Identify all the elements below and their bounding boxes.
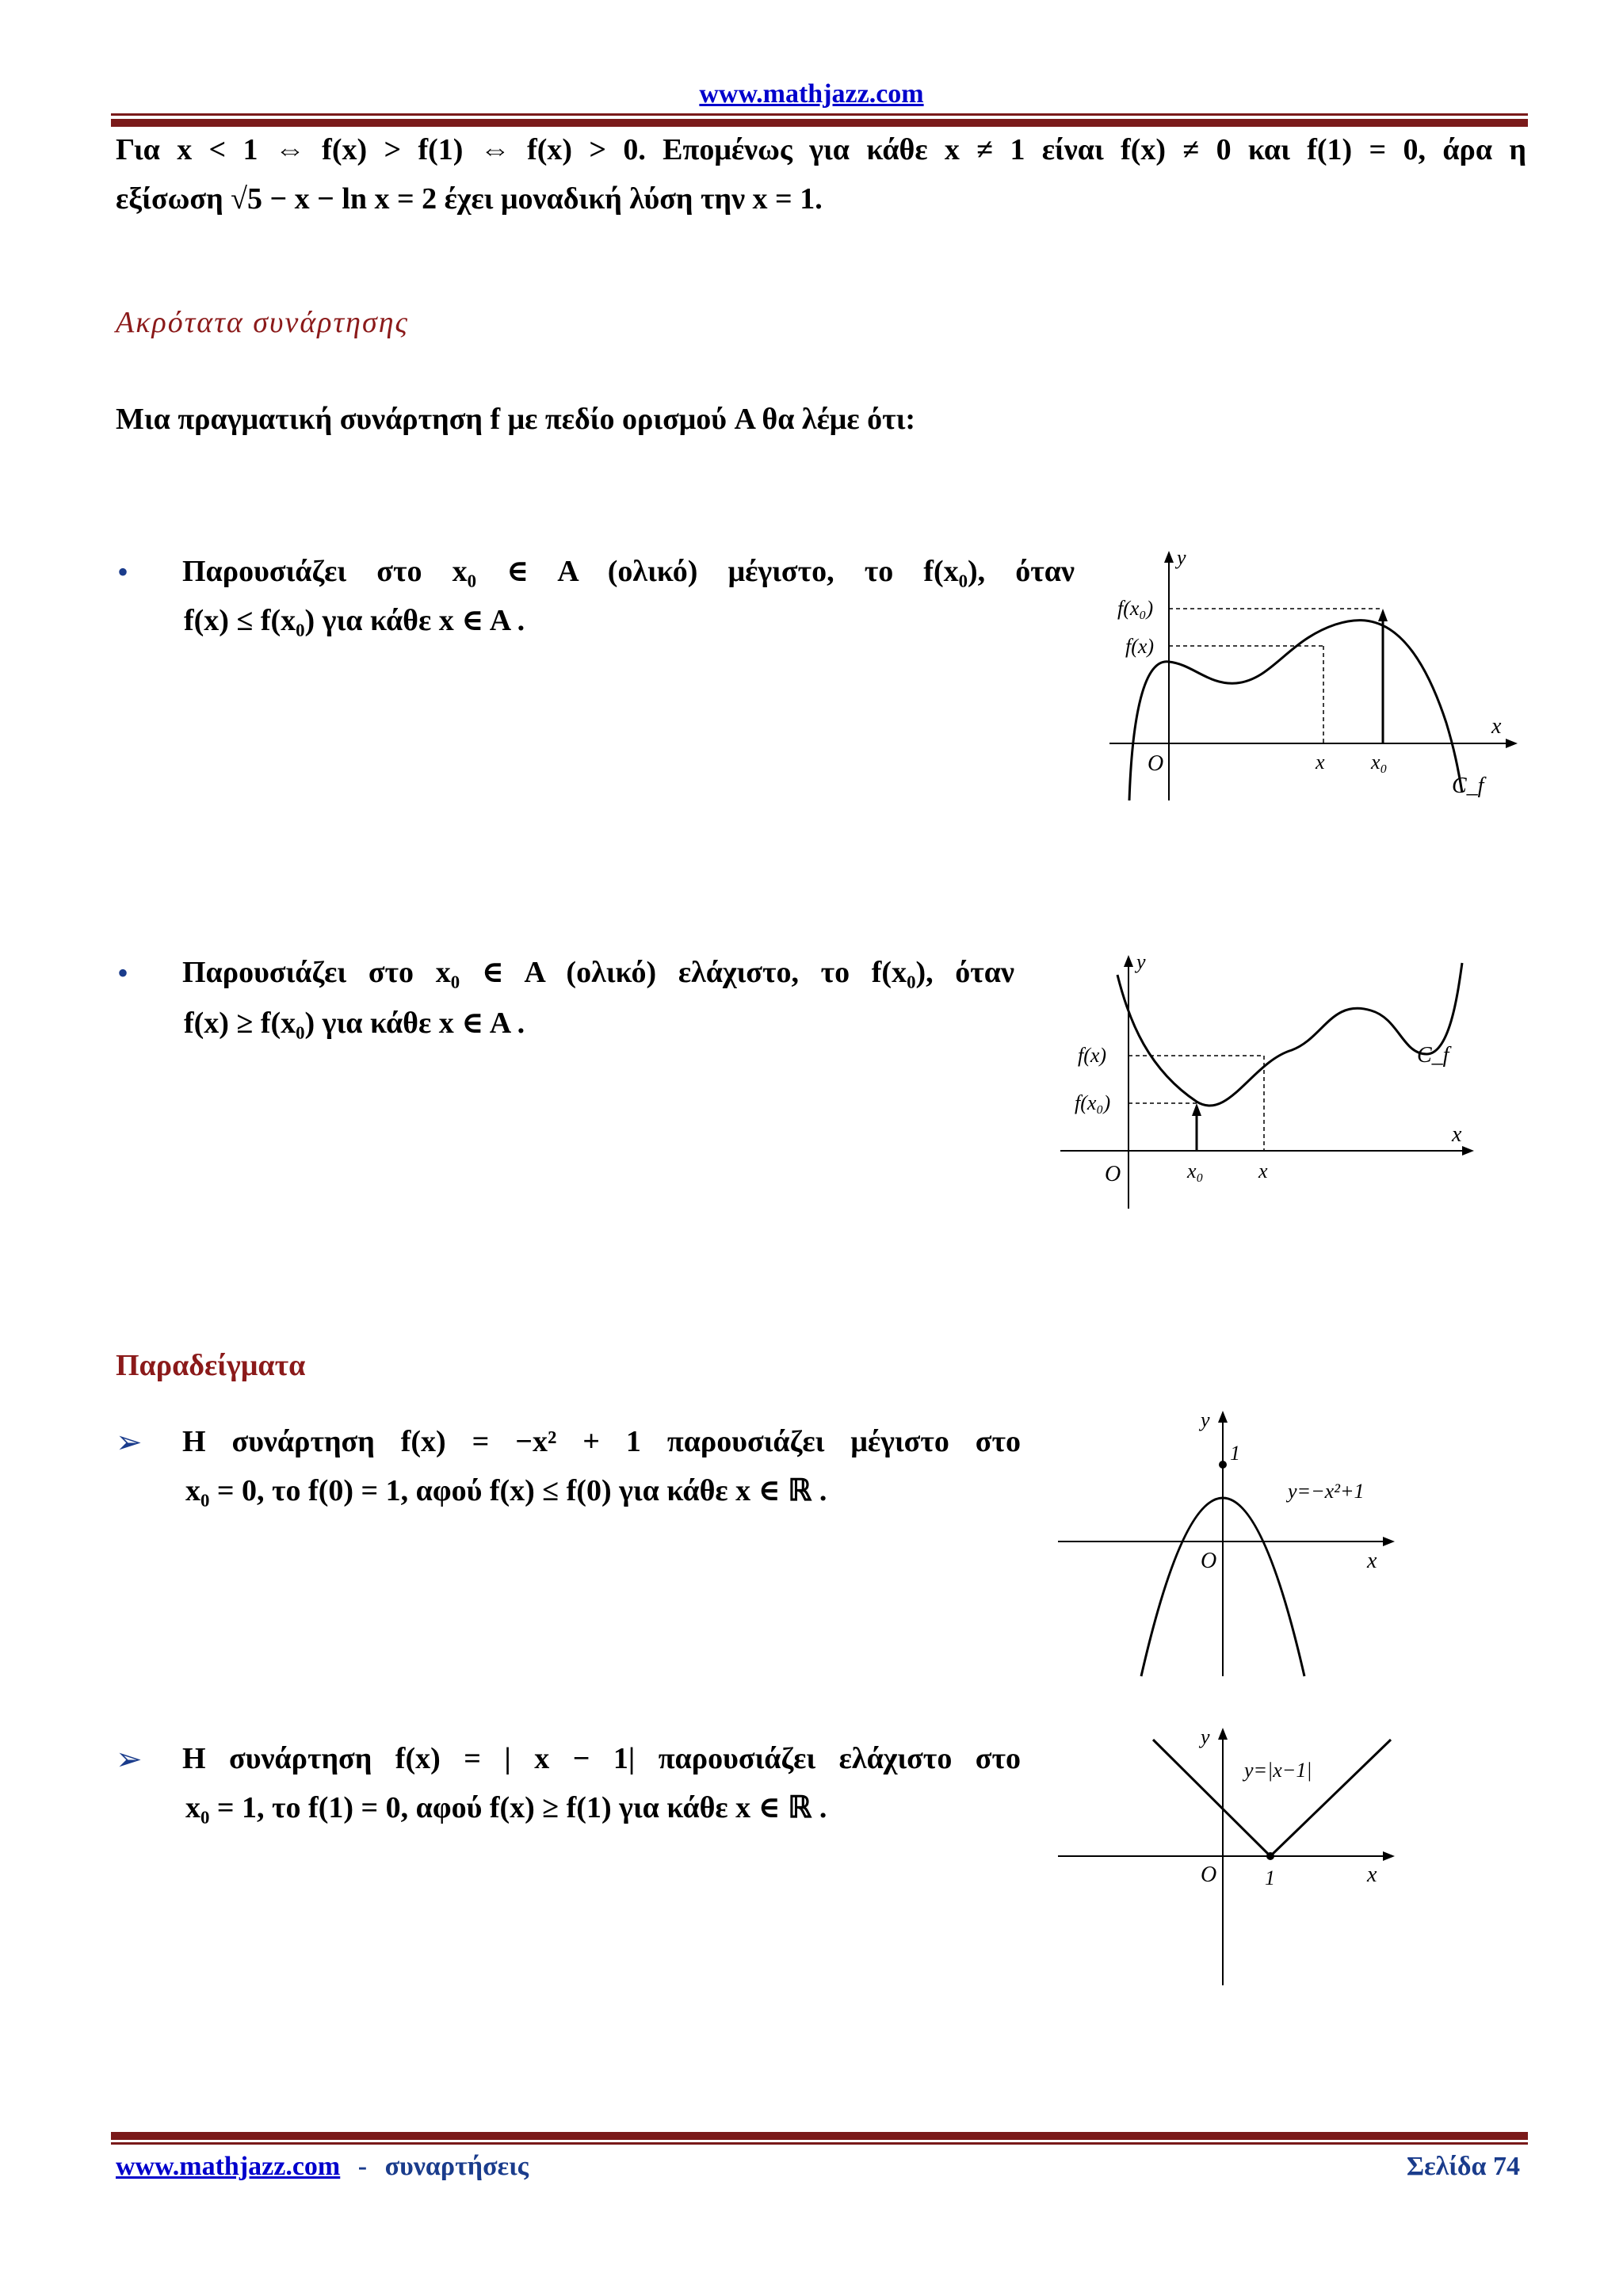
intro-line-1: Για x < 1 ⇔ f(x) > f(1) ⇔ f(x) > 0. Επομένως για κάθε x ≠ 1 είναι f(x) ≠ 0 και f(1) = 0, άρα η	[116, 133, 1526, 166]
arrowhead-bullet-icon: ➢	[116, 1741, 143, 1777]
curve-cf	[1117, 963, 1462, 1106]
label-x0: x₀	[1371, 751, 1388, 774]
y-axis-arrow	[1164, 551, 1174, 563]
label-y: y	[1136, 950, 1146, 973]
bullet-max-line-1: Παρουσιάζει στο x₀ ∈ A (ολικό) μέγιστο, το f(x₀), όταν	[182, 555, 1075, 588]
definition-lead: Μια πραγματική συνάρτηση f με πεδίο ορισμού A θα λέμε ότι:	[116, 403, 916, 436]
intro-line-2: εξίσωση √5 − x − ln x = 2 έχει μοναδική λύση την x = 1.	[116, 182, 823, 216]
header-rule-thick	[111, 119, 1528, 127]
label-x-axis: x	[1367, 1549, 1377, 1573]
label-cf: C_f	[1417, 1043, 1449, 1068]
label-y: y	[1201, 1408, 1210, 1431]
x-axis-arrow	[1462, 1146, 1474, 1156]
example-2-line-2: x₀ = 1, το f(1) = 0, αφού f(x) ≥ f(1) για κάθε x ∈ ℝ .	[185, 1791, 827, 1824]
graph-absolute-value	[1054, 1720, 1403, 1989]
label-cf: C_f	[1452, 774, 1484, 798]
bullet-icon: •	[117, 955, 129, 991]
x0-arrow-head	[1192, 1103, 1201, 1116]
label-origin: O	[1105, 1162, 1121, 1186]
vertex-point	[1219, 1461, 1227, 1469]
y-axis-arrow	[1124, 955, 1133, 967]
vertex-point	[1266, 1852, 1274, 1860]
footer-link[interactable]: www.mathjazz.com	[116, 2152, 341, 2181]
label-one: 1	[1230, 1442, 1240, 1465]
footer-rule-thick	[111, 2132, 1528, 2140]
arrowhead-bullet-icon: ➢	[116, 1424, 143, 1460]
footer-page-number: Σελίδα 74	[1406, 2152, 1520, 2181]
y-axis-arrow	[1218, 1411, 1228, 1423]
header-rule-thin	[111, 113, 1528, 116]
footer-rule-thin	[111, 2142, 1528, 2145]
label-fx0: f(x₀)	[1075, 1091, 1111, 1114]
label-fx: f(x)	[1078, 1044, 1107, 1067]
label-y: y	[1177, 546, 1186, 569]
v-curve	[1153, 1740, 1391, 1856]
graph-maximum	[1094, 539, 1537, 808]
x0-arrow-head	[1378, 609, 1388, 621]
x-axis-arrow	[1383, 1537, 1395, 1546]
label-origin: O	[1201, 1549, 1217, 1573]
bullet-min-line-1: Παρουσιάζει στο x₀ ∈ A (ολικό) ελάχιστο, το f(x₀), όταν	[182, 956, 1014, 989]
bullet-max-line-2: f(x) ≤ f(x₀) για κάθε x ∈ A .	[184, 604, 525, 637]
example-1-line-2: x₀ = 0, το f(0) = 1, αφού f(x) ≤ f(0) για κάθε x ∈ ℝ .	[185, 1474, 827, 1507]
examples-title: Παραδείγματα	[116, 1349, 306, 1382]
bullet-icon: •	[117, 554, 129, 590]
x-axis-arrow	[1383, 1851, 1395, 1861]
label-fx0: f(x₀)	[1117, 597, 1154, 620]
graph-minimum	[1054, 943, 1498, 1213]
footer-topic: συναρτήσεις	[384, 2152, 529, 2181]
label-x-axis: x	[1491, 714, 1502, 739]
x-axis-arrow	[1506, 739, 1518, 748]
curve-cf	[1129, 621, 1462, 800]
label-origin: O	[1201, 1862, 1217, 1887]
label-x: x	[1258, 1159, 1268, 1182]
label-x-axis: x	[1452, 1122, 1462, 1147]
label-x-axis: x	[1367, 1862, 1377, 1887]
bullet-min-line-2: f(x) ≥ f(x₀) για κάθε x ∈ A .	[184, 1007, 525, 1040]
label-origin: O	[1148, 751, 1164, 776]
label-equation: y=−x²+1	[1288, 1480, 1365, 1503]
label-y: y	[1201, 1725, 1210, 1748]
footer-separator: -	[357, 2152, 368, 2181]
example-2-line-1: Η συνάρτηση f(x) = | x − 1| παρουσιάζει ελάχιστο στο	[182, 1742, 1021, 1775]
example-1-line-1: Η συνάρτηση f(x) = −x² + 1 παρουσιάζει μέγιστο στο	[182, 1425, 1021, 1458]
footer-left	[116, 2149, 529, 2184]
label-one: 1	[1265, 1866, 1275, 1889]
label-fx: f(x)	[1125, 635, 1155, 658]
section-title: Ακρότατα συνάρτησης	[116, 306, 409, 339]
label-x: x	[1316, 751, 1325, 774]
label-equation: y=|x−1|	[1244, 1759, 1312, 1782]
y-axis-arrow	[1218, 1728, 1228, 1740]
graph-parabola	[1054, 1403, 1403, 1680]
label-x0: x₀	[1187, 1159, 1204, 1182]
header-link[interactable]: www.mathjazz.com	[699, 79, 924, 109]
